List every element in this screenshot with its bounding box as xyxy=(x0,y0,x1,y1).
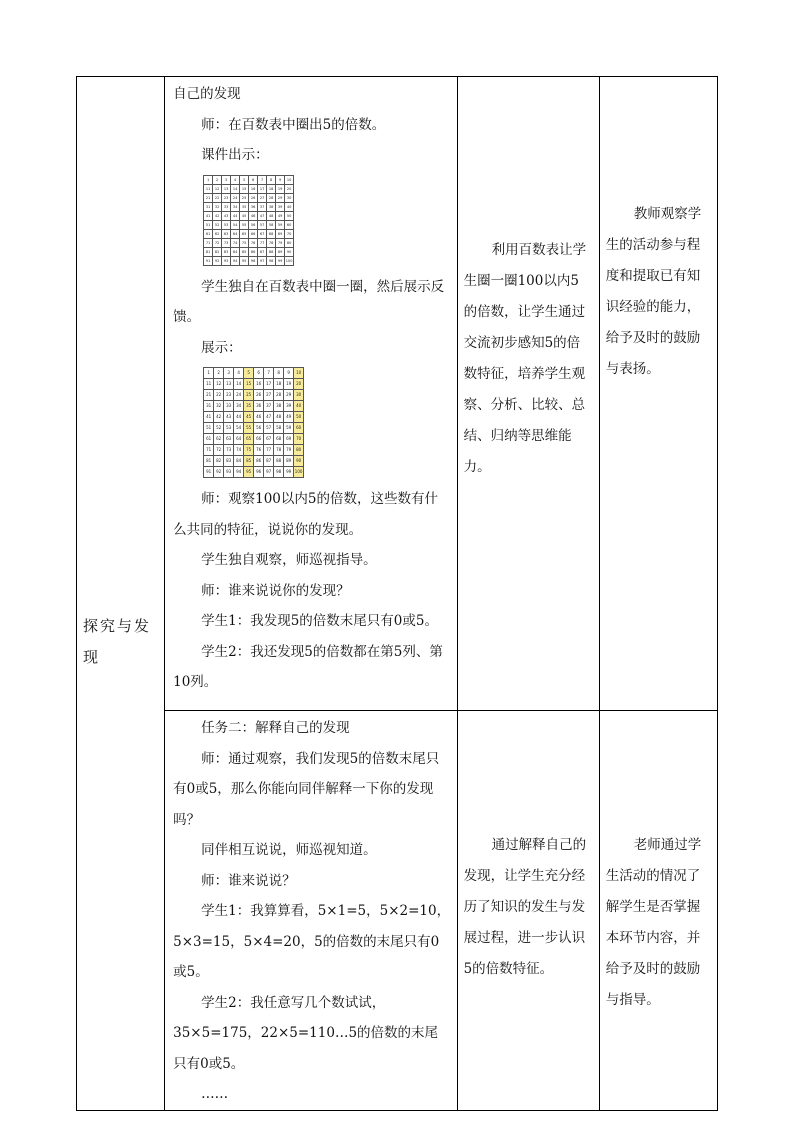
hundred-chart-cell: 3 xyxy=(224,368,234,379)
hundred-chart-cell: 92 xyxy=(213,256,222,265)
activity-line: 学生2：我还发现5的倍数都在第5列、第10列。 xyxy=(173,643,443,690)
hundred-chart-cell: 7 xyxy=(264,368,274,379)
hundred-chart-cell: 70 xyxy=(285,229,294,238)
hundred-chart-cell: 27 xyxy=(258,193,267,202)
hundred-chart-cell: 47 xyxy=(258,211,267,220)
hundred-chart-highlighted xyxy=(203,367,450,478)
hundred-chart-cell: 97 xyxy=(258,256,267,265)
hundred-chart-cell: 95 xyxy=(240,256,249,265)
hundred-chart-cell: 53 xyxy=(222,220,231,229)
hundred-chart-cell: 29 xyxy=(276,193,285,202)
hundred-chart-cell: 46 xyxy=(254,412,264,423)
hundred-chart-cell: 69 xyxy=(276,229,285,238)
hundred-chart-cell: 51 xyxy=(204,423,214,434)
hundred-chart-cell: 83 xyxy=(224,456,234,467)
hundred-chart-cell: 87 xyxy=(258,247,267,256)
hundred-chart-cell: 62 xyxy=(214,434,224,445)
table-row xyxy=(77,711,718,1111)
hundred-chart-cell: 36 xyxy=(249,202,258,211)
hundred-chart-cell: 71 xyxy=(204,445,214,456)
hundred-chart-cell: 73 xyxy=(222,238,231,247)
hundred-chart-cell: 99 xyxy=(276,256,285,265)
hundred-chart-cell: 21 xyxy=(204,390,214,401)
hundred-chart-cell: 63 xyxy=(224,434,234,445)
hundred-chart-cell: 35 xyxy=(240,202,249,211)
hundred-chart-row xyxy=(204,238,294,247)
activity-line: 任务二：解释自己的发现 xyxy=(201,720,350,736)
hundred-chart-cell: 55 xyxy=(244,423,254,434)
hundred-chart-cell: 72 xyxy=(214,445,224,456)
hundred-chart-cell: 13 xyxy=(222,184,231,193)
hundred-chart-row xyxy=(204,423,304,434)
hundred-chart-row xyxy=(204,434,304,445)
hundred-chart-cell: 56 xyxy=(254,423,264,434)
activity-line: 展示： xyxy=(201,339,242,356)
hundred-chart-cell: 3 xyxy=(222,175,231,184)
hundred-chart-cell: 85 xyxy=(244,456,254,467)
hundred-chart-cell: 42 xyxy=(213,211,222,220)
hundred-chart-cell: 84 xyxy=(231,247,240,256)
hundred-chart-cell: 60 xyxy=(285,220,294,229)
hundred-chart-cell: 33 xyxy=(224,401,234,412)
hundred-chart-cell: 54 xyxy=(234,423,244,434)
hundred-chart-cell: 17 xyxy=(264,379,274,390)
activity-cell-2 xyxy=(165,711,457,1111)
activity-line: 学生独自观察，师巡视指导。 xyxy=(201,552,377,568)
hundred-chart-cell: 15 xyxy=(240,184,249,193)
hundred-chart-cell: 14 xyxy=(234,379,244,390)
hundred-chart-cell: 50 xyxy=(294,412,304,423)
evaluation-text: 老师通过学生活动的情况了解学生是否掌握本环节内容，并给予及时的鼓励与指导。 xyxy=(605,837,702,1008)
hundred-chart-cell: 95 xyxy=(244,467,254,478)
hundred-chart-cell: 76 xyxy=(249,238,258,247)
hundred-chart-cell: 12 xyxy=(213,184,222,193)
hundred-chart-row xyxy=(204,247,294,256)
hundred-chart-cell: 74 xyxy=(231,238,240,247)
hundred-chart-cell: 37 xyxy=(258,202,267,211)
hundred-chart-cell: 96 xyxy=(249,256,258,265)
hundred-chart-cell: 80 xyxy=(285,238,294,247)
hundred-chart-cell: 36 xyxy=(254,401,264,412)
design-intent-cell-2 xyxy=(457,711,599,1111)
hundred-chart-row xyxy=(204,467,304,478)
hundred-chart-cell: 77 xyxy=(258,238,267,247)
hundred-chart-cell: 86 xyxy=(249,247,258,256)
design-intent-text: 利用百数表让学生圈一圈100以内5的倍数，让学生通过交流初步感知5的倍数特征，培养学生观察、分析、比较、总结、归纳等思维能力。 xyxy=(463,242,587,475)
hundred-chart-cell: 17 xyxy=(258,184,267,193)
hundred-chart-cell: 1 xyxy=(204,368,214,379)
design-intent-cell-1 xyxy=(457,77,599,711)
hundred-chart-cell: 28 xyxy=(267,193,276,202)
hundred-chart-cell: 64 xyxy=(234,434,244,445)
activity-line: 学生独自在百数表中圈一圈，然后展示反馈。 xyxy=(173,278,445,325)
hundred-chart-cell: 94 xyxy=(231,256,240,265)
hundred-chart-cell: 22 xyxy=(214,390,224,401)
hundred-chart-cell: 25 xyxy=(240,193,249,202)
hundred-chart-cell: 1 xyxy=(204,175,213,184)
hundred-chart-cell: 69 xyxy=(284,434,294,445)
hundred-chart-cell: 23 xyxy=(222,193,231,202)
hundred-chart-cell: 23 xyxy=(224,390,234,401)
hundred-chart-cell: 54 xyxy=(231,220,240,229)
hundred-chart-cell: 83 xyxy=(222,247,231,256)
activity-line: 自己的发现 xyxy=(173,86,241,102)
hundred-chart-cell: 98 xyxy=(267,256,276,265)
hundred-chart-row xyxy=(204,229,294,238)
activity-line: 学生2：我任意写几个数试试，35×5=175，22×5=110…5的倍数的末尾只有0或5。 xyxy=(173,994,439,1072)
hundred-chart-cell: 66 xyxy=(249,229,258,238)
hundred-chart-cell: 46 xyxy=(249,211,258,220)
hundred-chart-cell: 94 xyxy=(234,467,244,478)
hundred-chart-cell: 40 xyxy=(285,202,294,211)
hundred-chart-cell: 49 xyxy=(284,412,294,423)
hundred-chart-cell: 93 xyxy=(222,256,231,265)
hundred-chart-cell: 40 xyxy=(294,401,304,412)
hundred-chart-cell: 78 xyxy=(267,238,276,247)
hundred-chart-cell: 18 xyxy=(274,379,284,390)
hundred-chart-cell: 64 xyxy=(231,229,240,238)
hundred-chart-cell: 91 xyxy=(204,256,213,265)
hundred-chart-cell: 80 xyxy=(294,445,304,456)
hundred-chart-cell: 82 xyxy=(214,456,224,467)
lesson-table xyxy=(76,76,718,1111)
hundred-chart-cell: 20 xyxy=(285,184,294,193)
activity-cell-1 xyxy=(165,77,457,711)
hundred-chart-cell: 73 xyxy=(224,445,234,456)
hundred-chart-cell: 42 xyxy=(214,412,224,423)
hundred-chart-cell: 45 xyxy=(240,211,249,220)
activity-line: …… xyxy=(201,1086,229,1102)
hundred-chart-cell: 18 xyxy=(267,184,276,193)
hundred-chart-cell: 55 xyxy=(240,220,249,229)
hundred-chart-cell: 43 xyxy=(224,412,234,423)
hundred-chart-cell: 25 xyxy=(244,390,254,401)
hundred-chart-cell: 13 xyxy=(224,379,234,390)
hundred-chart-cell: 4 xyxy=(231,175,240,184)
hundred-chart-cell: 63 xyxy=(222,229,231,238)
hundred-chart-cell: 93 xyxy=(224,467,234,478)
hundred-chart-cell: 72 xyxy=(213,238,222,247)
activity-line: 课件出示： xyxy=(201,147,269,163)
hundred-chart-cell: 9 xyxy=(276,175,285,184)
hundred-chart-cell: 56 xyxy=(249,220,258,229)
hundred-chart-cell: 37 xyxy=(264,401,274,412)
hundred-chart-cell: 58 xyxy=(274,423,284,434)
hundred-chart-cell: 34 xyxy=(234,401,244,412)
hundred-chart-cell: 76 xyxy=(254,445,264,456)
hundred-chart-row xyxy=(204,202,294,211)
activity-line: 师：谁来说说你的发现？ xyxy=(201,582,350,599)
hundred-chart-cell: 90 xyxy=(285,247,294,256)
hundred-chart-cell: 68 xyxy=(267,229,276,238)
hundred-chart-cell: 39 xyxy=(276,202,285,211)
activity-line: 师：观察100以内5的倍数，这些数有什么共同的特征，说说你的发现。 xyxy=(173,491,438,538)
hundred-chart-cell: 61 xyxy=(204,229,213,238)
hundred-chart-cell: 75 xyxy=(240,238,249,247)
evaluation-cell-2 xyxy=(599,711,717,1111)
hundred-chart-cell: 4 xyxy=(234,368,244,379)
hundred-chart-cell: 60 xyxy=(294,423,304,434)
hundred-chart-row xyxy=(204,175,294,184)
hundred-chart-cell: 38 xyxy=(267,202,276,211)
hundred-chart-row xyxy=(204,456,304,467)
hundred-chart-cell: 31 xyxy=(204,401,214,412)
hundred-chart-cell: 81 xyxy=(204,247,213,256)
activity-line: 师：在百数表中圈出5的倍数。 xyxy=(201,116,386,133)
hundred-chart-cell: 53 xyxy=(224,423,234,434)
hundred-chart-cell: 68 xyxy=(274,434,284,445)
hundred-chart-cell: 9 xyxy=(284,368,294,379)
hundred-chart-cell: 26 xyxy=(249,193,258,202)
hundred-chart-cell: 10 xyxy=(285,175,294,184)
hundred-chart-cell: 34 xyxy=(231,202,240,211)
hundred-chart-cell: 91 xyxy=(204,467,214,478)
hundred-chart-cell: 19 xyxy=(284,379,294,390)
hundred-chart-cell: 10 xyxy=(294,368,304,379)
hundred-chart-cell: 11 xyxy=(204,379,214,390)
hundred-chart-cell: 26 xyxy=(254,390,264,401)
activity-line: 学生1：我算算看，5×1=5，5×2=10，5×3=15，5×4=20，5的倍数的末尾只有0或5。 xyxy=(173,903,451,980)
hundred-chart-cell: 5 xyxy=(240,175,249,184)
hundred-chart-cell: 19 xyxy=(276,184,285,193)
hundred-chart-row xyxy=(204,412,304,423)
hundred-chart-cell: 45 xyxy=(244,412,254,423)
hundred-chart-row xyxy=(204,184,294,193)
hundred-chart-cell: 79 xyxy=(284,445,294,456)
hundred-chart-cell: 77 xyxy=(264,445,274,456)
hundred-chart-cell: 92 xyxy=(214,467,224,478)
hundred-chart-cell: 24 xyxy=(231,193,240,202)
hundred-chart-cell: 33 xyxy=(222,202,231,211)
hundred-chart-cell: 71 xyxy=(204,238,213,247)
hundred-chart-cell: 22 xyxy=(213,193,222,202)
hundred-chart-cell: 30 xyxy=(285,193,294,202)
hundred-chart-cell: 27 xyxy=(264,390,274,401)
hundred-chart-cell: 57 xyxy=(258,220,267,229)
hundred-chart-row xyxy=(204,211,294,220)
hundred-chart-cell: 6 xyxy=(249,175,258,184)
hundred-chart-cell: 67 xyxy=(258,229,267,238)
hundred-chart-cell: 66 xyxy=(254,434,264,445)
hundred-chart-cell: 21 xyxy=(204,193,213,202)
hundred-chart-cell: 78 xyxy=(274,445,284,456)
hundred-chart-cell: 20 xyxy=(294,379,304,390)
hundred-chart-cell: 41 xyxy=(204,412,214,423)
hundred-chart-cell: 85 xyxy=(240,247,249,256)
activity-line: 师：通过观察，我们发现5的倍数末尾只有0或5，那么你能向同伴解释一下你的发现吗？ xyxy=(173,750,440,828)
hundred-chart-plain xyxy=(203,175,450,266)
hundred-chart-cell: 12 xyxy=(214,379,224,390)
hundred-chart-cell: 67 xyxy=(264,434,274,445)
hundred-chart-cell: 2 xyxy=(214,368,224,379)
hundred-chart-cell: 81 xyxy=(204,456,214,467)
hundred-chart-cell: 41 xyxy=(204,211,213,220)
activity-line: 学生1：我发现5的倍数末尾只有0或5。 xyxy=(201,613,438,629)
hundred-chart-cell: 30 xyxy=(294,390,304,401)
hundred-chart-cell: 38 xyxy=(274,401,284,412)
hundred-chart-row xyxy=(204,193,294,202)
hundred-chart-cell: 100 xyxy=(285,256,294,265)
hundred-chart-cell: 32 xyxy=(214,401,224,412)
design-intent-text: 通过解释自己的发现，让学生充分经历了知识的发生与发展过程，进一步认识5的倍数特征。 xyxy=(463,837,587,977)
hundred-chart-cell: 70 xyxy=(294,434,304,445)
hundred-chart-row xyxy=(204,368,304,379)
activity-line: 同伴相互说说，师巡视知道。 xyxy=(201,842,377,858)
hundred-chart-row xyxy=(204,220,294,229)
hundred-chart-cell: 96 xyxy=(254,467,264,478)
hundred-chart-cell: 35 xyxy=(244,401,254,412)
hundred-chart-cell: 8 xyxy=(274,368,284,379)
hundred-chart-cell: 43 xyxy=(222,211,231,220)
evaluation-cell-1 xyxy=(599,77,717,711)
hundred-chart-cell: 15 xyxy=(244,379,254,390)
hundred-chart-cell: 29 xyxy=(284,390,294,401)
hundred-chart-cell: 84 xyxy=(234,456,244,467)
hundred-chart-row xyxy=(204,445,304,456)
hundred-chart-cell: 65 xyxy=(240,229,249,238)
hundred-chart-cell: 86 xyxy=(254,456,264,467)
hundred-chart-row xyxy=(204,379,304,390)
hundred-chart-cell: 62 xyxy=(213,229,222,238)
hundred-chart-cell: 58 xyxy=(267,220,276,229)
hundred-chart-cell: 74 xyxy=(234,445,244,456)
hundred-chart-cell: 89 xyxy=(284,456,294,467)
hundred-chart-cell: 16 xyxy=(249,184,258,193)
hundred-chart-cell: 52 xyxy=(213,220,222,229)
hundred-chart-cell: 61 xyxy=(204,434,214,445)
hundred-chart-cell: 59 xyxy=(284,423,294,434)
hundred-chart-cell: 48 xyxy=(274,412,284,423)
hundred-chart-cell: 90 xyxy=(294,456,304,467)
hundred-chart-cell: 24 xyxy=(234,390,244,401)
hundred-chart-cell: 44 xyxy=(231,211,240,220)
hundred-chart-cell: 57 xyxy=(264,423,274,434)
activity-line: 师：谁来说说？ xyxy=(201,872,296,889)
hundred-chart-cell: 47 xyxy=(264,412,274,423)
hundred-chart-cell: 39 xyxy=(284,401,294,412)
hundred-chart-cell: 87 xyxy=(264,456,274,467)
hundred-chart-cell: 44 xyxy=(234,412,244,423)
hundred-chart-cell: 97 xyxy=(264,467,274,478)
hundred-chart-cell: 59 xyxy=(276,220,285,229)
hundred-chart-cell: 100 xyxy=(294,467,304,478)
hundred-chart-cell: 8 xyxy=(267,175,276,184)
hundred-chart-cell: 11 xyxy=(204,184,213,193)
hundred-chart-cell: 31 xyxy=(204,202,213,211)
section-label-cell xyxy=(77,77,165,1111)
hundred-chart-cell: 5 xyxy=(244,368,254,379)
evaluation-text: 教师观察学生的活动参与程度和提取已有知识经验的能力，给予及时的鼓励与表扬。 xyxy=(605,206,702,377)
section-label: 探究与发现 xyxy=(83,617,152,666)
hundred-chart-cell: 6 xyxy=(254,368,264,379)
hundred-chart-cell: 65 xyxy=(244,434,254,445)
hundred-chart-cell: 32 xyxy=(213,202,222,211)
hundred-chart-cell: 49 xyxy=(276,211,285,220)
hundred-chart-cell: 75 xyxy=(244,445,254,456)
hundred-chart-row xyxy=(204,401,304,412)
hundred-chart-cell: 52 xyxy=(214,423,224,434)
hundred-chart-cell: 14 xyxy=(231,184,240,193)
hundred-chart-cell: 88 xyxy=(274,456,284,467)
hundred-chart-cell: 82 xyxy=(213,247,222,256)
hundred-chart-row xyxy=(204,256,294,265)
hundred-chart-cell: 98 xyxy=(274,467,284,478)
hundred-chart-cell: 28 xyxy=(274,390,284,401)
hundred-chart-cell: 51 xyxy=(204,220,213,229)
hundred-chart-cell: 88 xyxy=(267,247,276,256)
hundred-chart-cell: 99 xyxy=(284,467,294,478)
hundred-chart-cell: 50 xyxy=(285,211,294,220)
hundred-chart-cell: 2 xyxy=(213,175,222,184)
hundred-chart-cell: 48 xyxy=(267,211,276,220)
hundred-chart-cell: 16 xyxy=(254,379,264,390)
hundred-chart-cell: 7 xyxy=(258,175,267,184)
hundred-chart-cell: 89 xyxy=(276,247,285,256)
hundred-chart-cell: 79 xyxy=(276,238,285,247)
hundred-chart-row xyxy=(204,390,304,401)
table-row xyxy=(77,77,718,711)
